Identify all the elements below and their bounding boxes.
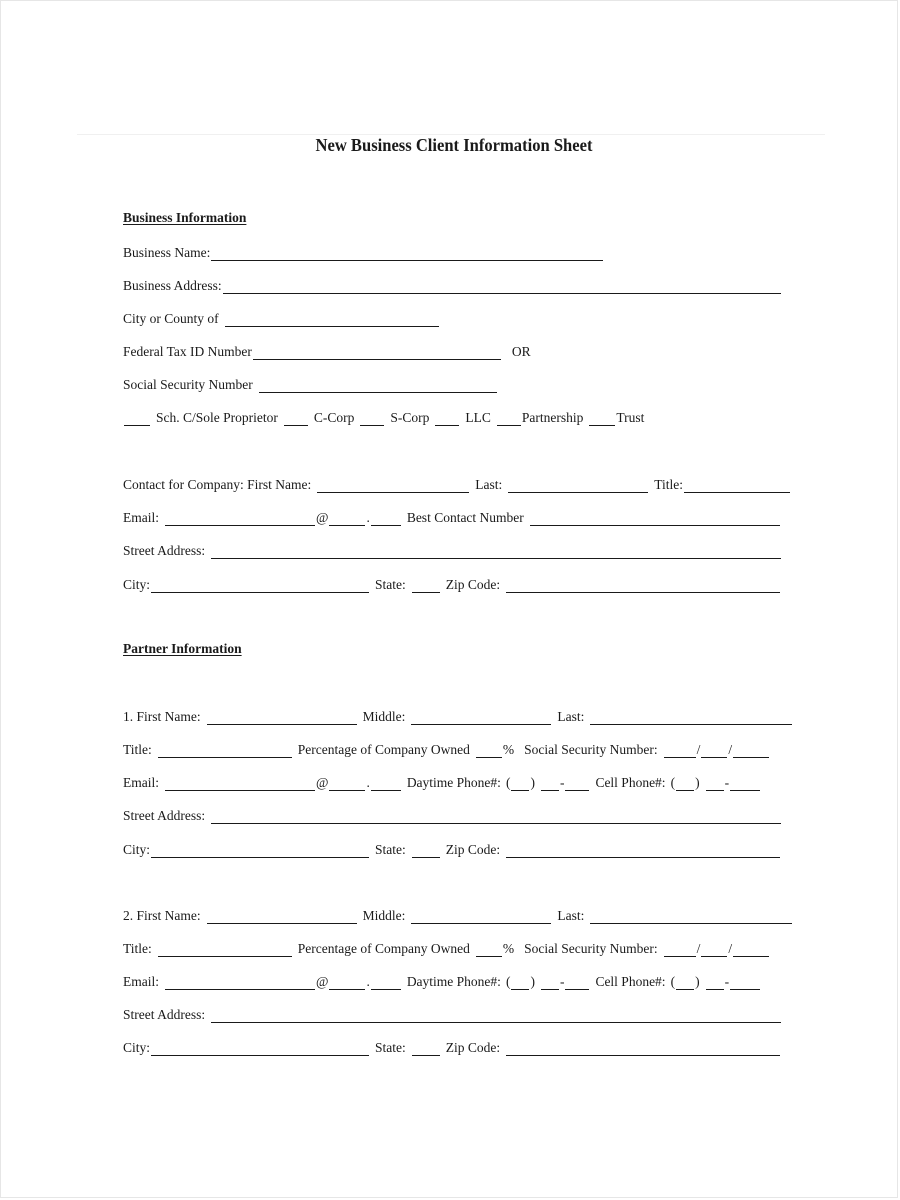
partner-2-zip-field[interactable]: [506, 1043, 780, 1056]
partner-2-percent-sign: %: [502, 941, 515, 956]
partner-1-cell-paren-open: (: [670, 775, 676, 790]
partner-2-cell-paren-close: ): [695, 974, 700, 989]
partner-1-email-dot: .: [366, 775, 370, 790]
contact-title-field[interactable]: [684, 480, 790, 493]
city-county-label: City or County of: [123, 311, 219, 326]
page-title: New Business Client Information Sheet: [315, 135, 593, 155]
partner-2-street-field[interactable]: [211, 1010, 781, 1023]
contact-zip-field[interactable]: [506, 580, 780, 593]
partner-2-cell-label: Cell Phone#:: [595, 974, 666, 989]
entity-llc-checkbox[interactable]: [435, 413, 459, 426]
partner-2-cell-prefix-field[interactable]: [706, 977, 724, 990]
partner-2-title-field[interactable]: [158, 944, 292, 957]
partner-1-percentage-label: Percentage of Company Owned: [297, 742, 470, 757]
business-info-heading: Business Information: [123, 210, 247, 225]
partner-2-state-label: State:: [375, 1040, 406, 1055]
contact-email-at: @: [316, 510, 329, 525]
business-name-label: Business Name:: [123, 245, 211, 260]
contact-last-label: Last:: [475, 477, 503, 492]
partner-2-cell-area-field[interactable]: [676, 977, 694, 990]
partner-1-email-label: Email:: [123, 775, 159, 790]
contact-street-label: Street Address:: [123, 543, 206, 558]
partner-1-city-field[interactable]: [151, 845, 369, 858]
partner-2-ssn-part1-field[interactable]: [664, 944, 696, 957]
entity-type-row: [123, 406, 644, 426]
entity-partnership-label: Partnership: [521, 410, 584, 425]
partner-1-daytime-label: Daytime Phone#:: [406, 775, 501, 790]
partner-2-ssn-part2-field[interactable]: [701, 944, 727, 957]
entity-partnership-checkbox[interactable]: [497, 413, 521, 426]
partner-1-ssn-part1-field[interactable]: [664, 745, 696, 758]
entity-trust-checkbox[interactable]: [589, 413, 615, 426]
partner-1-ssn-slash-1: /: [696, 742, 701, 757]
partner-1-city-label: City:: [123, 842, 151, 857]
partner-2-zip-label: Zip Code:: [445, 1040, 501, 1055]
entity-c-corp-checkbox[interactable]: [284, 413, 308, 426]
partner-2-ssn-slash-2: /: [728, 941, 733, 956]
partner-2-email-row: [123, 970, 761, 990]
partner-2-first-label: 2. First Name:: [123, 908, 201, 923]
partner-2-daytime-label: Daytime Phone#:: [406, 974, 501, 989]
entity-sole-prop-checkbox[interactable]: [124, 413, 150, 426]
partner-2-percentage-label: Percentage of Company Owned: [297, 941, 470, 956]
partner-2-city-field[interactable]: [151, 1043, 369, 1056]
ssn-label: Social Security Number: [123, 377, 253, 392]
partner-1-title-row: [123, 738, 770, 758]
partner-1-cell-label: Cell Phone#:: [595, 775, 666, 790]
partner-1-street-row: [123, 804, 782, 824]
federal-tax-id-field[interactable]: [253, 347, 501, 360]
contact-email-label: Email:: [123, 510, 159, 525]
contact-city-field[interactable]: [151, 580, 369, 593]
partner-1-title-label: Title:: [123, 742, 152, 757]
partner-1-middle-field[interactable]: [411, 712, 551, 725]
partner-1-zip-field[interactable]: [506, 845, 780, 858]
partner-1-first-field[interactable]: [207, 712, 357, 725]
partner-1-last-label: Last:: [557, 709, 585, 724]
partner-1-daytime-area-field[interactable]: [511, 778, 529, 791]
partner-2-email-domain-field[interactable]: [329, 977, 365, 990]
contact-city-label: City:: [123, 577, 151, 592]
city-county-field[interactable]: [225, 314, 439, 327]
contact-email-row: [123, 506, 781, 526]
partner-2-email-user-field[interactable]: [165, 977, 315, 990]
contact-zip-label: Zip Code:: [445, 577, 501, 592]
partner-1-middle-label: Middle:: [362, 709, 406, 724]
federal-tax-id-row: [123, 340, 531, 360]
contact-street-field[interactable]: [211, 546, 781, 559]
partner-2-middle-field[interactable]: [411, 911, 551, 924]
partner-2-street-label: Street Address:: [123, 1007, 206, 1022]
partner-1-email-domain-field[interactable]: [329, 778, 365, 791]
business-address-label: Business Address:: [123, 278, 222, 293]
partner-1-last-field[interactable]: [590, 712, 792, 725]
partner-2-title-label: Title:: [123, 941, 152, 956]
partner-2-cell-line-field[interactable]: [730, 977, 760, 990]
partner-2-ssn-slash-1: /: [696, 941, 701, 956]
partner-2-cell-paren-open: (: [670, 974, 676, 989]
best-contact-label: Best Contact Number: [406, 510, 524, 525]
partner-1-email-user-field[interactable]: [165, 778, 315, 791]
entity-s-corp-label: S-Corp: [390, 410, 430, 425]
partner-2-cell-dash: -: [724, 974, 730, 989]
federal-tax-id-label: Federal Tax ID Number: [123, 344, 252, 359]
best-contact-field[interactable]: [530, 513, 780, 526]
partner-2-city-label: City:: [123, 1040, 151, 1055]
ssn-row: [123, 373, 498, 393]
city-county-row: [123, 307, 440, 327]
partner-1-email-tld-field[interactable]: [371, 778, 401, 791]
partner-2-state-field[interactable]: [412, 1043, 440, 1056]
entity-c-corp-label: C-Corp: [313, 410, 355, 425]
contact-first-field[interactable]: [317, 480, 469, 493]
partner-2-last-label: Last:: [557, 908, 585, 923]
partner-2-street-row: [123, 1003, 782, 1023]
partner-2-middle-label: Middle:: [362, 908, 406, 923]
partner-1-daytime-dash: -: [559, 775, 565, 790]
contact-email-domain-field[interactable]: [329, 513, 365, 526]
partner-1-first-label: 1. First Name:: [123, 709, 201, 724]
partner-2-percentage-field[interactable]: [476, 944, 502, 957]
contact-title-label: Title:: [654, 477, 684, 492]
partner-2-daytime-paren-open: (: [505, 974, 511, 989]
partner-2-last-field[interactable]: [590, 911, 792, 924]
partner-1-cell-area-field[interactable]: [676, 778, 694, 791]
or-label: OR: [511, 344, 531, 359]
partner-1-ssn-part2-field[interactable]: [701, 745, 727, 758]
contact-email-tld-field[interactable]: [371, 513, 401, 526]
partner-1-street-field[interactable]: [211, 811, 781, 824]
partner-1-daytime-paren-open: (: [505, 775, 511, 790]
contact-state-label: State:: [375, 577, 406, 592]
contact-city-row: [123, 573, 781, 593]
partner-1-daytime-line-field[interactable]: [565, 778, 589, 791]
partner-2-daytime-line-field[interactable]: [565, 977, 589, 990]
contact-street-row: [123, 539, 782, 559]
partner-2-daytime-paren-close: ): [530, 974, 535, 989]
partner-2-title-row: [123, 937, 770, 957]
partner-1-cell-dash: -: [724, 775, 730, 790]
partner-1-cell-line-field[interactable]: [730, 778, 760, 791]
partner-2-name-row: [123, 904, 793, 924]
business-name-row: [123, 241, 604, 261]
contact-state-field[interactable]: [412, 580, 440, 593]
contact-first-label: Contact for Company: First Name:: [123, 477, 312, 492]
partner-1-state-label: State:: [375, 842, 406, 857]
partner-2-daytime-prefix-field[interactable]: [541, 977, 559, 990]
entity-llc-label: LLC: [465, 410, 491, 425]
partner-2-email-tld-field[interactable]: [371, 977, 401, 990]
partner-1-name-row: [123, 705, 793, 725]
partner-2-email-at: @: [316, 974, 329, 989]
partner-1-zip-label: Zip Code:: [445, 842, 501, 857]
partner-1-city-row: [123, 838, 781, 858]
partner-2-ssn-label: Social Security Number:: [524, 941, 658, 956]
contact-last-field[interactable]: [508, 480, 648, 493]
partner-info-heading: Partner Information: [123, 641, 242, 656]
ssn-field[interactable]: [259, 380, 497, 393]
partner-1-percent-sign: %: [502, 742, 515, 757]
partner-1-state-field[interactable]: [412, 845, 440, 858]
partner-2-daytime-dash: -: [559, 974, 565, 989]
partner-1-cell-paren-close: ): [695, 775, 700, 790]
partner-2-ssn-part3-field[interactable]: [733, 944, 769, 957]
partner-2-first-field[interactable]: [207, 911, 357, 924]
partner-2-email-label: Email:: [123, 974, 159, 989]
partner-2-email-dot: .: [366, 974, 370, 989]
contact-email-dot: .: [366, 510, 370, 525]
business-name-field[interactable]: [211, 248, 603, 261]
contact-name-row: [123, 473, 791, 493]
partner-1-email-row: [123, 771, 761, 791]
partner-1-email-at: @: [316, 775, 329, 790]
partner-1-title-field[interactable]: [158, 745, 292, 758]
partner-1-ssn-slash-2: /: [728, 742, 733, 757]
business-address-field[interactable]: [223, 281, 781, 294]
partner-1-daytime-prefix-field[interactable]: [541, 778, 559, 791]
entity-sole-prop-label: Sch. C/Sole Proprietor: [156, 410, 278, 425]
partner-1-street-label: Street Address:: [123, 808, 206, 823]
partner-2-city-row: [123, 1036, 781, 1056]
entity-trust-label: Trust: [616, 410, 645, 425]
contact-email-user-field[interactable]: [165, 513, 315, 526]
partner-1-daytime-paren-close: ): [530, 775, 535, 790]
partner-1-ssn-label: Social Security Number:: [524, 742, 658, 757]
business-address-row: [123, 274, 782, 294]
partner-1-cell-prefix-field[interactable]: [706, 778, 724, 791]
entity-s-corp-checkbox[interactable]: [360, 413, 384, 426]
partner-2-daytime-area-field[interactable]: [511, 977, 529, 990]
partner-1-ssn-part3-field[interactable]: [733, 745, 769, 758]
partner-1-percentage-field[interactable]: [476, 745, 502, 758]
